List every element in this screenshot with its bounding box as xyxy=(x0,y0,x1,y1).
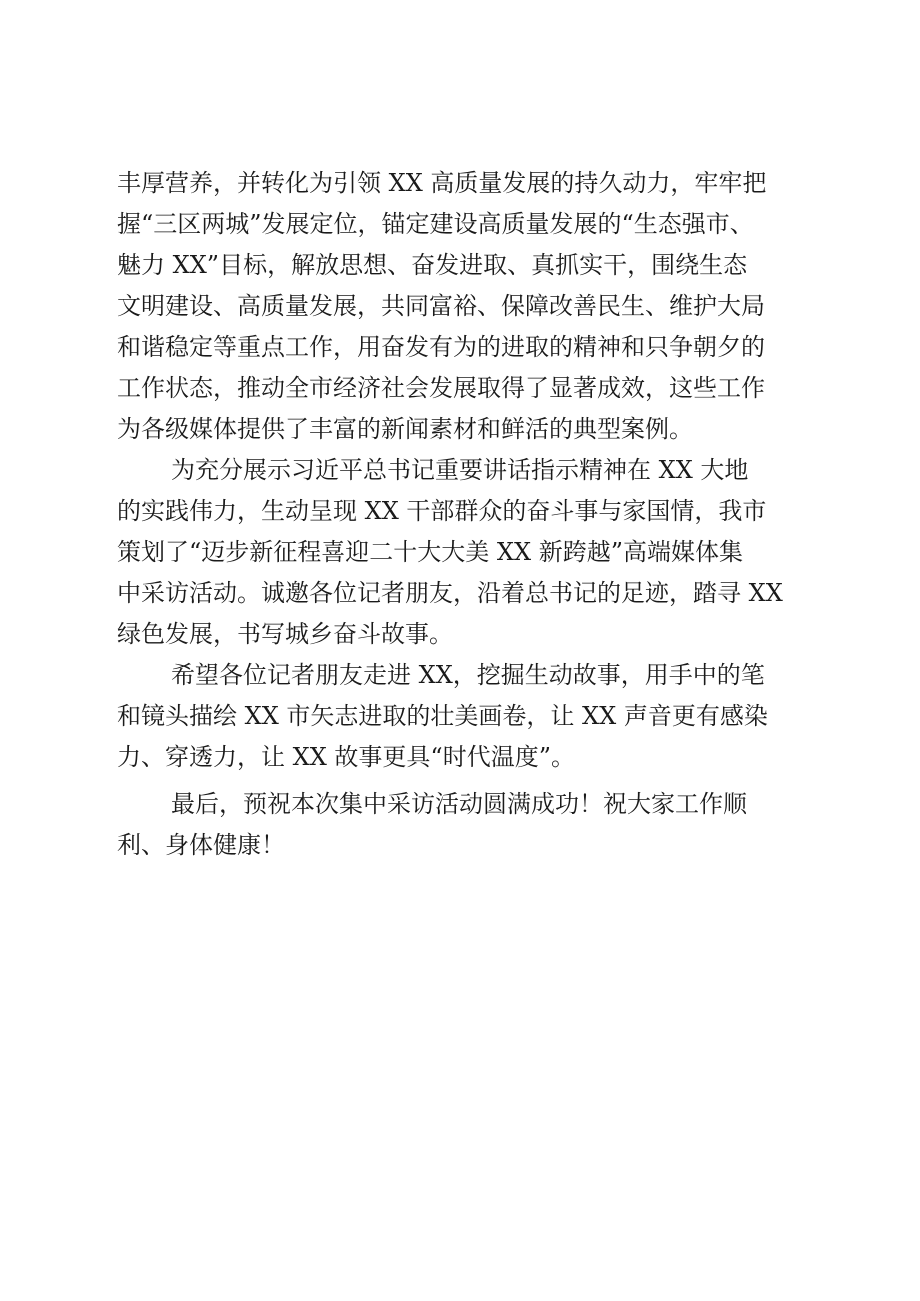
text-line: 工作状态，推动全市经济社会发展取得了显著成效，这些工作 xyxy=(117,374,765,402)
text-line: 为充分展示习近平总书记重要讲话指示精神在 XX 大地 xyxy=(171,456,749,484)
document-body xyxy=(117,155,837,863)
text-line: 力、穿透力，让 XX 故事更具“时代温度”。 xyxy=(117,743,575,771)
text-line: 最后，预祝本次集中采访活动圆满成功！祝大家工作顺 xyxy=(171,790,747,818)
paragraph xyxy=(117,657,837,775)
text-line: 中采访活动。诚邀各位记者朋友，沿着总书记的足迹，踏寻 XX xyxy=(117,579,783,607)
text-line: 的实践伟力，生动呈现 XX 干部群众的奋斗事与家国情，我市 xyxy=(117,497,767,525)
paragraph xyxy=(117,452,837,652)
text-line: 魅力 XX”目标，解放思想、奋发进取、真抓实干，围绕生态 xyxy=(117,251,748,279)
text-line: 绿色发展，书写城乡奋斗故事。 xyxy=(117,620,453,648)
text-line: 策划了“迈步新征程喜迎二十大大美 XX 新跨越”高端媒体集 xyxy=(117,538,743,566)
text-line: 利、身体健康！ xyxy=(117,831,285,859)
paragraph xyxy=(117,165,837,447)
text-line: 和谐稳定等重点工作，用奋发有为的进取的精神和只争朝夕的 xyxy=(117,333,765,361)
text-line: 文明建设、高质量发展，共同富裕、保障改善民生、维护大局 xyxy=(117,292,765,320)
text-line: 丰厚营养，并转化为引领 XX 高质量发展的持久动力，牢牢把 xyxy=(117,169,767,197)
text-line: 和镜头描绘 XX 市矢志进取的壮美画卷，让 XX 声音更有感染 xyxy=(117,702,768,730)
paragraph xyxy=(117,786,837,863)
text-line: 握“三区两城”发展定位，锚定建设高质量发展的“生态强市、 xyxy=(117,210,754,238)
text-line: 希望各位记者朋友走进 XX，挖掘生动故事，用手中的笔 xyxy=(171,661,765,689)
text-line: 为各级媒体提供了丰富的新闻素材和鲜活的典型案例。 xyxy=(117,415,693,443)
